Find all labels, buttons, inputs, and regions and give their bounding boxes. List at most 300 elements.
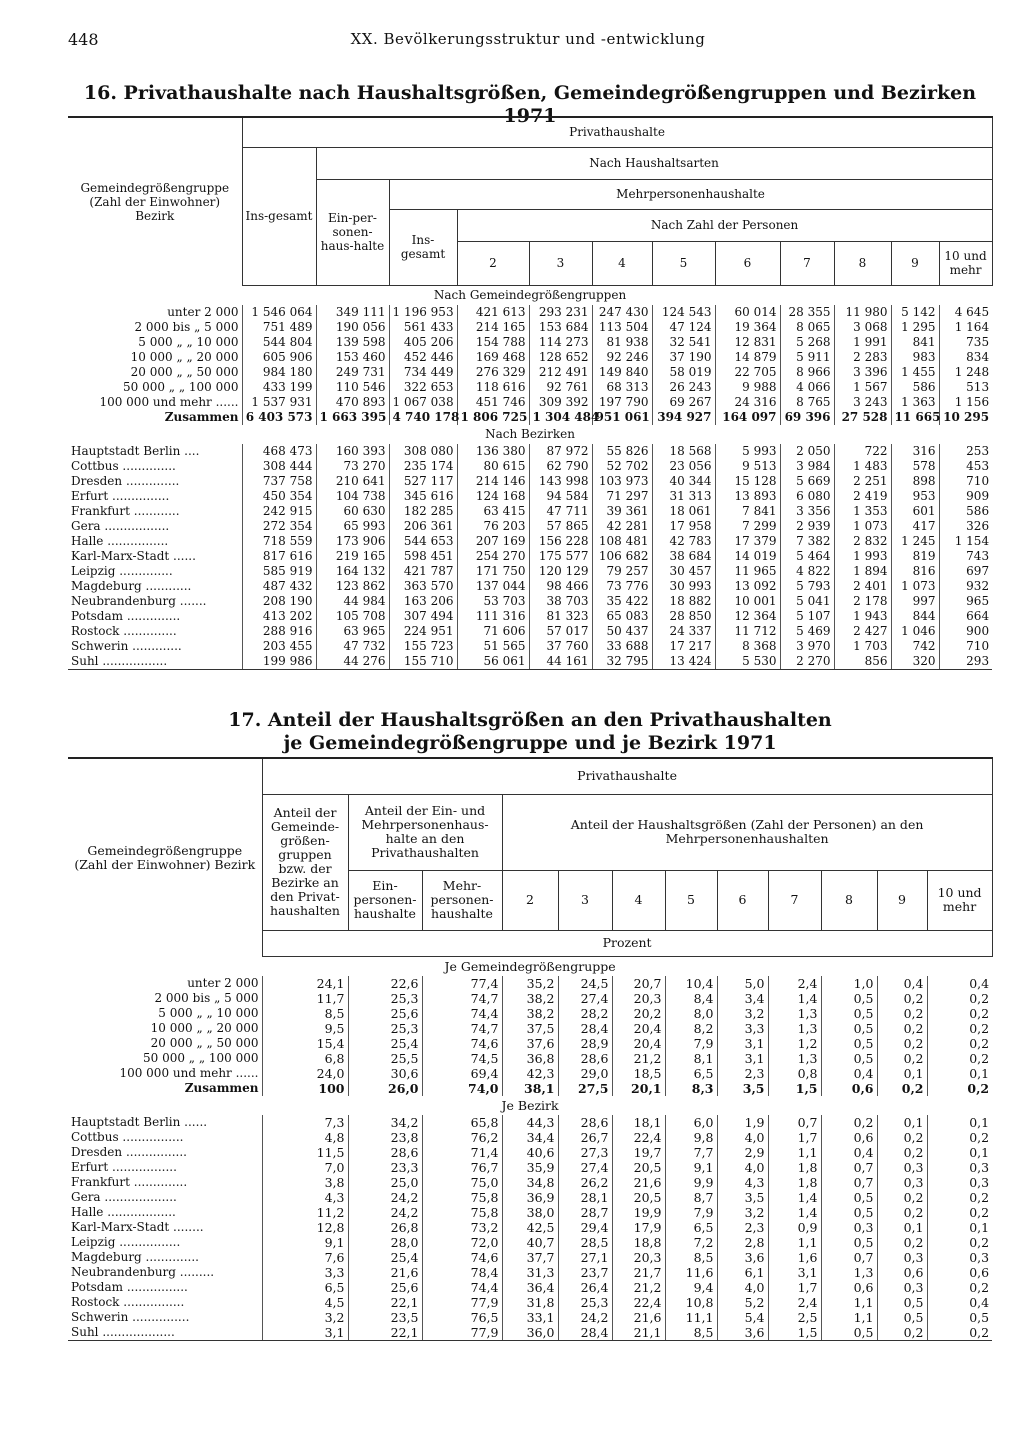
table-cell: 65 083 [592, 609, 652, 624]
table-cell: 12,8 [262, 1220, 348, 1235]
table-cell: 190 056 [316, 320, 389, 335]
table-cell: 2,3 [717, 1066, 768, 1081]
table-cell: 13 424 [652, 654, 715, 670]
table-cell: 77,4 [422, 976, 502, 991]
table-cell: 28,1 [558, 1190, 612, 1205]
row-label: Hauptstadt Berlin .... [71, 443, 200, 458]
table-cell: 0,2 [877, 1205, 927, 1220]
table-cell: 113 504 [592, 320, 652, 335]
row-label: Gera ................... [71, 1189, 177, 1204]
table-cell: 7,6 [262, 1250, 348, 1265]
table-cell: 3,1 [768, 1265, 821, 1280]
table-cell: 544 653 [389, 534, 457, 549]
table-cell: 737 758 [242, 474, 316, 489]
table-cell: 71 606 [457, 624, 529, 639]
table-cell: 14 879 [715, 350, 780, 365]
t16-row-gemeinde [68, 365, 992, 380]
table16-title: 16. Privathaushalte nach Haushaltsgrößen, Gemeindegrößengruppen und Bezirken 1971 [83, 82, 977, 127]
table-cell: 1 046 [891, 624, 939, 639]
t17-head-anteil-groessen: Anteil der Haushaltsgrößen (Zahl der Personen) an den Mehrpersonenhaushalten [502, 794, 992, 870]
t16-row-bezirk [68, 504, 992, 519]
table-cell: 10,8 [665, 1295, 717, 1310]
table-cell: 128 652 [529, 350, 592, 365]
table-cell: 92 246 [592, 350, 652, 365]
table-cell: 2 419 [834, 489, 891, 504]
table-cell: 1,4 [768, 991, 821, 1006]
table-cell: 1 537 931 [242, 395, 316, 410]
table-cell: 3 243 [834, 395, 891, 410]
t17-stub-header: Gemeindegrößengruppe (Zahl der Einwohner) Bezirk [68, 758, 262, 956]
t17-row-bezirk [68, 1175, 992, 1190]
table-cell: 100 [262, 1081, 348, 1096]
table-cell: 0,9 [768, 1220, 821, 1235]
table-cell: 164 132 [316, 564, 389, 579]
table-cell: 0,2 [877, 1325, 927, 1341]
table-cell: 2 939 [780, 519, 834, 534]
table-cell: 1 156 [939, 395, 992, 410]
table-cell: 18 882 [652, 594, 715, 609]
table-cell: 5 669 [780, 474, 834, 489]
table-cell: 6,5 [665, 1220, 717, 1235]
table-cell: 5,0 [717, 976, 768, 991]
table-cell: 11 965 [715, 564, 780, 579]
table-cell: 214 165 [457, 320, 529, 335]
table-cell: 1 703 [834, 639, 891, 654]
table-cell: 513 [939, 380, 992, 395]
table-cell: 1,0 [821, 976, 877, 991]
table-cell: 421 787 [389, 564, 457, 579]
table-cell: 38,2 [502, 1006, 558, 1021]
table-cell: 37,6 [502, 1036, 558, 1051]
table-cell: 34,2 [348, 1115, 422, 1130]
t17-row-bezirk [68, 1220, 992, 1235]
table-cell: 0,3 [927, 1175, 992, 1190]
table-cell: 25,3 [558, 1295, 612, 1310]
t16-head-mehrpersonen: Mehrpersonenhaushalte [389, 179, 992, 209]
table-cell: 0,6 [877, 1265, 927, 1280]
table-cell: 71 297 [592, 489, 652, 504]
table-cell: 1,3 [768, 1006, 821, 1021]
t17-head-mehrpersonen: Mehr-personen-haushalte [422, 870, 502, 930]
table-cell: 12 831 [715, 335, 780, 350]
table-cell: 74,4 [422, 1280, 502, 1295]
t16-section-gemeinde [68, 285, 992, 305]
table-cell: 23,7 [558, 1265, 612, 1280]
table-cell: 42,5 [502, 1220, 558, 1235]
t16-row-bezirk [68, 549, 992, 564]
row-label: 2 000 bis „ 5 000 [134, 319, 239, 334]
t17-row-bezirk [68, 1205, 992, 1220]
row-label: Cottbus .............. [71, 458, 176, 473]
table-cell: 0,5 [821, 1036, 877, 1051]
table17 [68, 757, 993, 1341]
table-cell: 2,8 [717, 1235, 768, 1250]
t16-row-bezirk [68, 594, 992, 609]
table-cell: 34,4 [502, 1130, 558, 1145]
table-cell: 28,9 [558, 1036, 612, 1051]
t17-section-gemeinde-label: Je Gemeindegrößengruppe [444, 958, 616, 974]
table-cell: 5 911 [780, 350, 834, 365]
table-cell: 1 073 [891, 579, 939, 594]
table-cell: 1 567 [834, 380, 891, 395]
table-cell: 0,2 [927, 1021, 992, 1036]
row-label: 100 000 und mehr ...... [119, 1065, 259, 1080]
table-cell: 58 019 [652, 365, 715, 380]
table-cell: 1,7 [768, 1280, 821, 1295]
table-cell: 36,8 [502, 1051, 558, 1066]
row-label: Karl-Marx-Stadt ...... [71, 548, 196, 563]
table-cell: 8,4 [665, 991, 717, 1006]
t16-section-bezirke [68, 425, 992, 444]
table-cell: 19 364 [715, 320, 780, 335]
t16-row-bezirk [68, 534, 992, 549]
table-cell: 2 270 [780, 654, 834, 670]
table-cell: 212 491 [529, 365, 592, 380]
table-cell: 124 168 [457, 489, 529, 504]
table-cell: 153 460 [316, 350, 389, 365]
table-cell: 11 712 [715, 624, 780, 639]
row-label: Rostock .............. [71, 623, 177, 638]
table16 [68, 116, 993, 670]
table-cell: 307 494 [389, 609, 457, 624]
t16-head-p10: 10 und mehr [939, 241, 992, 285]
table-cell: 1 483 [834, 459, 891, 474]
table-cell: 983 [891, 350, 939, 365]
table-cell: 24,5 [558, 976, 612, 991]
t17-head-anteil-ein-mehr: Anteil der Ein- und Mehrpersonenhaus-halte an den Privathaushalten [348, 794, 502, 870]
table-cell: 62 790 [529, 459, 592, 474]
table-cell: 110 546 [316, 380, 389, 395]
row-label: Gera ................. [71, 518, 170, 533]
table-cell: 57 865 [529, 519, 592, 534]
table-cell: 210 641 [316, 474, 389, 489]
table-cell: 25,3 [348, 1021, 422, 1036]
t17-row-gemeinde [68, 1051, 992, 1066]
table-cell: 118 616 [457, 380, 529, 395]
table-cell: 0,2 [927, 1036, 992, 1051]
table-cell: 451 746 [457, 395, 529, 410]
table-cell: 17 958 [652, 519, 715, 534]
table-cell: 1 248 [939, 365, 992, 380]
table-cell: 4,3 [262, 1190, 348, 1205]
t16-head-nach-zahl: Nach Zahl der Personen [457, 209, 992, 241]
t16-row-gemeinde [68, 335, 992, 350]
table-cell: 1 164 [939, 320, 992, 335]
table-cell: 65,8 [422, 1115, 502, 1130]
table-cell: 219 165 [316, 549, 389, 564]
table-cell: 4,5 [262, 1295, 348, 1310]
row-label: Zusammen [184, 1080, 259, 1095]
table-cell: 171 750 [457, 564, 529, 579]
table-cell: 4 822 [780, 564, 834, 579]
table-cell: 527 117 [389, 474, 457, 489]
table-cell: 29,4 [558, 1220, 612, 1235]
table-cell: 8 368 [715, 639, 780, 654]
table-cell: 4,0 [717, 1280, 768, 1295]
table-cell: 173 906 [316, 534, 389, 549]
table-cell: 11 980 [834, 305, 891, 320]
t16-head-p6: 6 [715, 241, 780, 285]
table-cell: 197 790 [592, 395, 652, 410]
table-cell: 249 731 [316, 365, 389, 380]
table-cell: 87 972 [529, 444, 592, 459]
table-cell: 50 437 [592, 624, 652, 639]
table-cell: 30,6 [348, 1066, 422, 1081]
table-cell: 25,4 [348, 1250, 422, 1265]
table-cell: 44 276 [316, 654, 389, 670]
table-cell: 544 804 [242, 335, 316, 350]
table-cell: 24,0 [262, 1066, 348, 1081]
table-cell: 601 [891, 504, 939, 519]
table-cell: 5,4 [717, 1310, 768, 1325]
table-cell: 0,2 [927, 1051, 992, 1066]
table-cell: 76,5 [422, 1310, 502, 1325]
t16-section-gemeinde-label: Nach Gemeindegrößengruppen [433, 288, 627, 302]
t16-row-bezirk [68, 474, 992, 489]
table-cell: 18,5 [612, 1066, 665, 1081]
table-cell: 1 806 725 [457, 410, 529, 425]
table-cell: 154 788 [457, 335, 529, 350]
t16-head-p9: 9 [891, 241, 939, 285]
row-label: Magdeburg .............. [71, 1249, 199, 1264]
table17-title-line1: 17. Anteil der Haushaltsgrößen an den Privathaushalten [228, 709, 832, 731]
table-cell: 33 688 [592, 639, 652, 654]
table-cell: 164 097 [715, 410, 780, 425]
table-cell: 0,5 [821, 1325, 877, 1341]
table-cell: 0,2 [927, 991, 992, 1006]
table-cell: 5 993 [715, 444, 780, 459]
table-cell: 40,6 [502, 1145, 558, 1160]
table-cell: 73 270 [316, 459, 389, 474]
table-cell: 1 154 [939, 534, 992, 549]
table-cell: 63 415 [457, 504, 529, 519]
table-cell: 111 316 [457, 609, 529, 624]
table-cell: 6,0 [665, 1115, 717, 1130]
row-label: Frankfurt .............. [71, 1174, 188, 1189]
table-cell: 74,7 [422, 1021, 502, 1036]
table-cell: 735 [939, 335, 992, 350]
table-cell: 1,8 [768, 1160, 821, 1175]
table-cell: 3,1 [262, 1325, 348, 1341]
table-cell: 9,1 [665, 1160, 717, 1175]
table-cell: 309 392 [529, 395, 592, 410]
t17-row-bezirk [68, 1295, 992, 1310]
table-cell: 11 665 [891, 410, 939, 425]
table-cell: 74,6 [422, 1036, 502, 1051]
table-cell: 247 430 [592, 305, 652, 320]
table-cell: 0,1 [927, 1145, 992, 1160]
table-cell: 1 991 [834, 335, 891, 350]
table-cell: 52 702 [592, 459, 652, 474]
table-cell: 108 481 [592, 534, 652, 549]
table-cell: 0,6 [821, 1081, 877, 1096]
table-cell: 44 161 [529, 654, 592, 670]
table-cell: 0,6 [821, 1280, 877, 1295]
t17-row-gemeinde [68, 1066, 992, 1081]
table-cell: 26 243 [652, 380, 715, 395]
table-cell: 1 295 [891, 320, 939, 335]
table-cell: 40 344 [652, 474, 715, 489]
table-cell: 3,2 [717, 1205, 768, 1220]
table-cell: 38 684 [652, 549, 715, 564]
t17-row-total [68, 1081, 992, 1096]
table-cell: 22,1 [348, 1295, 422, 1310]
table-cell: 1,5 [768, 1325, 821, 1341]
table-cell: 26,8 [348, 1220, 422, 1235]
table-cell: 74,5 [422, 1051, 502, 1066]
table-cell: 3 984 [780, 459, 834, 474]
table-cell: 413 202 [242, 609, 316, 624]
row-label: Neubrandenburg ....... [71, 593, 207, 608]
table-cell: 37 190 [652, 350, 715, 365]
table-cell: 0,2 [927, 1325, 992, 1341]
table-cell: 123 862 [316, 579, 389, 594]
table-cell: 21,2 [612, 1051, 665, 1066]
table-cell: 2,5 [768, 1310, 821, 1325]
row-label: 5 000 „ „ 10 000 [158, 1005, 259, 1020]
table-cell: 9,5 [262, 1021, 348, 1036]
table-cell: 98 466 [529, 579, 592, 594]
table-cell: 51 565 [457, 639, 529, 654]
table-cell: 10 001 [715, 594, 780, 609]
table-cell: 1 196 953 [389, 305, 457, 320]
table-cell: 60 014 [715, 305, 780, 320]
table-cell: 13 893 [715, 489, 780, 504]
table-cell: 44 984 [316, 594, 389, 609]
table-cell: 8 065 [780, 320, 834, 335]
table-cell: 3,2 [717, 1006, 768, 1021]
table-cell: 0,7 [821, 1160, 877, 1175]
table-cell: 984 180 [242, 365, 316, 380]
table-cell: 0,2 [927, 1190, 992, 1205]
table-cell: 8,5 [262, 1006, 348, 1021]
table-cell: 1,2 [768, 1036, 821, 1051]
table-cell: 0,6 [927, 1265, 992, 1280]
table-cell: 1,1 [768, 1145, 821, 1160]
row-label: Frankfurt ............ [71, 503, 180, 518]
row-label: Potsdam .............. [71, 608, 181, 623]
table-cell: 47 711 [529, 504, 592, 519]
table-cell: 25,5 [348, 1051, 422, 1066]
t16-row-total [68, 410, 992, 425]
table-cell: 18,1 [612, 1115, 665, 1130]
table-cell: 585 919 [242, 564, 316, 579]
table-cell: 0,3 [927, 1250, 992, 1265]
t16-row-bezirk [68, 609, 992, 624]
table-cell: 3,3 [717, 1021, 768, 1036]
table-cell: 7,9 [665, 1205, 717, 1220]
table-cell: 175 577 [529, 549, 592, 564]
table-cell: 38 703 [529, 594, 592, 609]
table-cell: 72,0 [422, 1235, 502, 1250]
table-cell: 242 915 [242, 504, 316, 519]
table-cell: 898 [891, 474, 939, 489]
table-cell: 3 396 [834, 365, 891, 380]
table-cell: 73 776 [592, 579, 652, 594]
table-cell: 21,7 [612, 1265, 665, 1280]
table-cell: 697 [939, 564, 992, 579]
table-cell: 349 111 [316, 305, 389, 320]
table-cell: 308 080 [389, 444, 457, 459]
table-cell: 76 203 [457, 519, 529, 534]
table-cell: 742 [891, 639, 939, 654]
table-cell: 120 129 [529, 564, 592, 579]
table-cell: 3,6 [717, 1250, 768, 1265]
t16-row-gemeinde [68, 350, 992, 365]
t17-row-bezirk [68, 1130, 992, 1145]
table-cell: 20,3 [612, 1250, 665, 1265]
table-cell: 1,7 [768, 1130, 821, 1145]
table-cell: 76,7 [422, 1160, 502, 1175]
row-label: 2 000 bis „ 5 000 [154, 990, 259, 1005]
table-cell: 0,2 [877, 1145, 927, 1160]
table-cell: 31,8 [502, 1295, 558, 1310]
table-cell: 19,7 [612, 1145, 665, 1160]
table-cell: 55 826 [592, 444, 652, 459]
table-cell: 14 019 [715, 549, 780, 564]
table-cell: 6,8 [262, 1051, 348, 1066]
row-label: Schwerin ............. [71, 638, 182, 653]
table-cell: 18 568 [652, 444, 715, 459]
table-cell: 1 455 [891, 365, 939, 380]
table-cell: 22,4 [612, 1295, 665, 1310]
table-cell: 1,1 [768, 1235, 821, 1250]
table-cell: 1,3 [821, 1265, 877, 1280]
table-cell: 23,5 [348, 1310, 422, 1325]
table-cell: 25,6 [348, 1280, 422, 1295]
table-cell: 433 199 [242, 380, 316, 395]
table-cell: 74,6 [422, 1250, 502, 1265]
table-cell: 1,5 [768, 1081, 821, 1096]
table-cell: 224 951 [389, 624, 457, 639]
table-cell: 26,0 [348, 1081, 422, 1096]
table-cell: 253 [939, 444, 992, 459]
t17-row-bezirk [68, 1235, 992, 1250]
table-cell: 1,3 [768, 1051, 821, 1066]
table-cell: 0,5 [877, 1310, 927, 1325]
table-cell: 453 [939, 459, 992, 474]
table-cell: 276 329 [457, 365, 529, 380]
table-cell: 42 783 [652, 534, 715, 549]
t17-head-p3: 3 [558, 870, 612, 930]
table-cell: 1,4 [768, 1190, 821, 1205]
table-cell: 0,2 [877, 1130, 927, 1145]
table-cell: 0,5 [821, 1021, 877, 1036]
table-cell: 2,4 [768, 1295, 821, 1310]
table-cell: 208 190 [242, 594, 316, 609]
table-cell: 1,6 [768, 1250, 821, 1265]
table-cell: 322 653 [389, 380, 457, 395]
table-cell: 37,7 [502, 1250, 558, 1265]
t17-row-gemeinde [68, 1036, 992, 1051]
row-label: Schwerin ............... [71, 1309, 190, 1324]
row-label: 10 000 „ „ 20 000 [150, 1020, 259, 1035]
table-cell: 20,4 [612, 1021, 665, 1036]
t16-head-p2: 2 [457, 241, 529, 285]
table-cell: 2,9 [717, 1145, 768, 1160]
table-cell: 586 [939, 504, 992, 519]
t17-row-bezirk [68, 1250, 992, 1265]
table-cell: 0,1 [927, 1066, 992, 1081]
table-cell: 0,2 [927, 1280, 992, 1295]
table-cell: 1 304 484 [529, 410, 592, 425]
table-cell: 0,1 [877, 1115, 927, 1130]
table-cell: 3,1 [717, 1036, 768, 1051]
table-cell: 0,2 [927, 1235, 992, 1250]
table-cell: 0,1 [927, 1220, 992, 1235]
table-cell: 32 541 [652, 335, 715, 350]
table-cell: 26,7 [558, 1130, 612, 1145]
